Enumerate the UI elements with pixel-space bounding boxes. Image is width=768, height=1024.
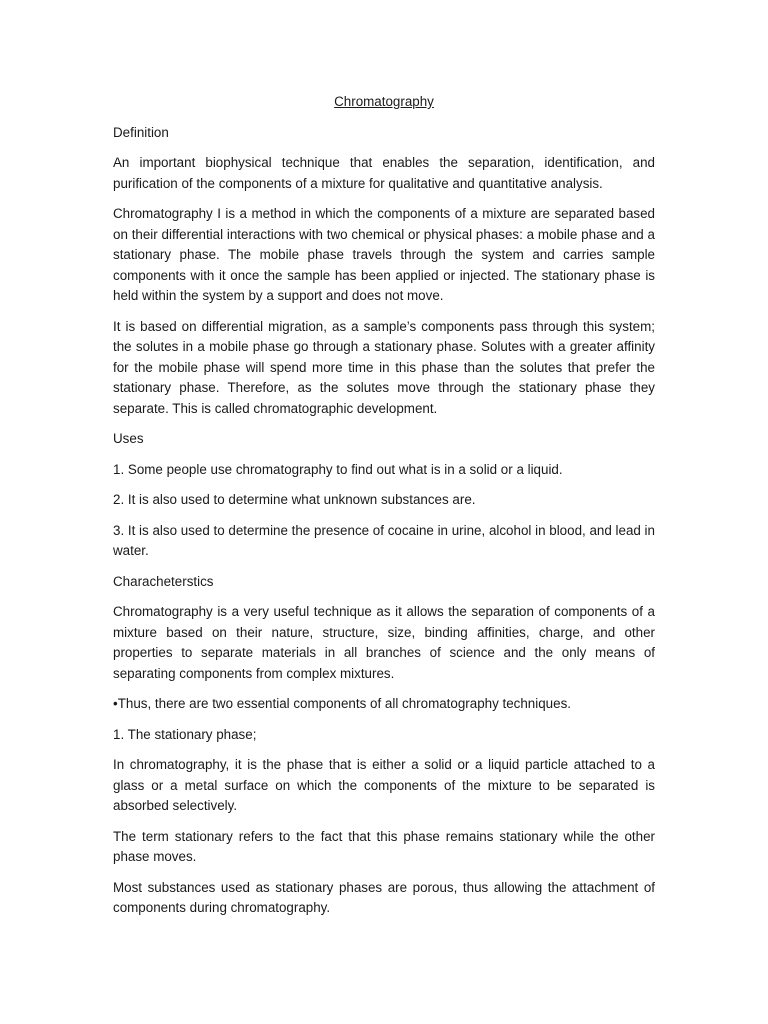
use-item-3: 3. It is also used to determine the presence of cocaine in urine, alcohol in blood, and lead in water. [113,522,655,558]
use-item-2: 2. It is also used to determine what unknown substances are. [113,492,476,507]
paragraph-stationary-2: The term stationary refers to the fact that this phase remains stationary while the other phase moves. [113,828,655,864]
paragraph-characteristics: Chromatography is a very useful technique as it allows the separation of components of a mixture based on their nature, structure, size, binding affinities, charge, and other properties to separate materials in all branches of science and the only means of separating components from complex mixtures. [113,604,655,681]
heading-definition: Definition [113,124,169,140]
paragraph-stationary-3: Most substances used as stationary phases are porous, thus allowing the attachment of components during chromatography. [113,879,655,915]
use-item-1: 1. Some people use chromatography to find out what is in a solid or a liquid. [113,461,563,477]
paragraph-stationary-1: In chromatography, it is the phase that is either a solid or a liquid particle attached to a glass or a metal surface on which the components of the mixture to be separated is absorbed selectively. [113,757,655,813]
paragraph-migration: It is based on differential migration, as a sample’s components pass through this system; the solutes in a mobile phase go through a stationary phase. Solutes with a greater affinity for the mobile phase will spend more time in this phase than the solutes that prefer the stationary phase. Therefore, as the solutes move through the stationary phase they separate. This is called chromatographic development. [113,318,655,416]
document-page [113,92,655,929]
document-title: Chromatography [334,94,434,109]
paragraph-definition: An important biophysical technique that enables the separation, identification, and purification of the components of a mixture for qualitative and quantitative analysis. [113,155,655,191]
paragraph-method: Chromatography I is a method in which the components of a mixture are separated based on their differential interactions with two chemical or physical phases: a mobile phase and a stationary phase. The mobile phase travels through the system and carries sample components with it once the sample has been applied or injected. The stationary phase is held within the system by a support and does not move. [113,206,655,303]
heading-characteristics: Characheterstics [113,573,214,589]
heading-stationary-phase: 1. The stationary phase; [113,726,257,742]
paragraph-bullet: •Thus, there are two essential components of all chromatography techniques. [113,696,571,711]
heading-uses: Uses [113,431,144,446]
